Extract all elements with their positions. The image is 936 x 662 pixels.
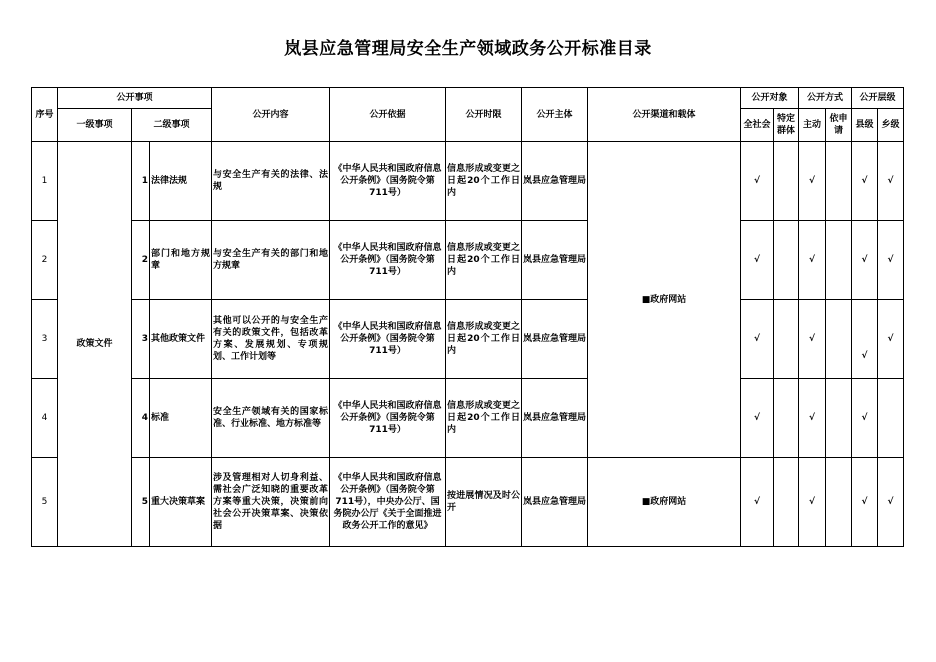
method-request-header: 依申请 bbox=[826, 109, 852, 142]
level-county-header: 县级 bbox=[852, 109, 878, 142]
level2-cell: 重大决策草案 bbox=[150, 458, 212, 547]
method-active-check: √ bbox=[799, 142, 826, 221]
level2-cell: 法律法规 bbox=[150, 142, 212, 221]
level-county-check: √ bbox=[852, 300, 878, 379]
target-all-header: 全社会 bbox=[741, 109, 774, 142]
content-cell: 其他可以公开的与安全生产有关的政策文件，包括改革方案、发展规划、专项规划、工作计划等 bbox=[212, 300, 330, 379]
standard-catalog-table bbox=[31, 87, 904, 547]
target-specific-check bbox=[774, 458, 799, 547]
basis-cell: 《中华人民共和国政府信息公开条例》（国务院令第711号） bbox=[330, 142, 446, 221]
row-num: 3 bbox=[132, 300, 150, 379]
page-title: 岚县应急管理局安全生产领域政务公开标准目录 bbox=[284, 39, 652, 59]
level-township-check bbox=[878, 379, 904, 458]
target-all-check: √ bbox=[741, 379, 774, 458]
method-request-check bbox=[826, 379, 852, 458]
row-num: 1 bbox=[132, 142, 150, 221]
basis-cell: 《中华人民共和国政府信息公开条例》（国务院令第711号），中央办公厅、国务院办公厅《关于全面推进政务公开工作的意见》 bbox=[330, 458, 446, 547]
table-row bbox=[32, 300, 904, 379]
header-row-1 bbox=[32, 88, 904, 109]
basis-cell: 《中华人民共和国政府信息公开条例》（国务院令第711号） bbox=[330, 379, 446, 458]
target-header: 公开对象 bbox=[741, 88, 799, 109]
time-limit-cell: 信息形成或变更之日起20个工作日内 bbox=[446, 221, 522, 300]
target-all-check: √ bbox=[741, 458, 774, 547]
content-cell: 安全生产领域有关的国家标准、行业标准、地方标准等 bbox=[212, 379, 330, 458]
seq-header: 序号 bbox=[32, 88, 58, 142]
method-active-check: √ bbox=[799, 221, 826, 300]
level-township-check: √ bbox=[878, 221, 904, 300]
subject-cell: 岚县应急管理局 bbox=[522, 458, 588, 547]
content-cell: 与安全生产有关的部门和地方规章 bbox=[212, 221, 330, 300]
target-specific-check bbox=[774, 221, 799, 300]
method-active-check: √ bbox=[799, 379, 826, 458]
method-header: 公开方式 bbox=[799, 88, 852, 109]
target-specific-check bbox=[774, 300, 799, 379]
target-specific-check bbox=[774, 142, 799, 221]
table-row bbox=[32, 142, 904, 221]
subject-header: 公开主体 bbox=[522, 88, 588, 142]
level-county-check: √ bbox=[852, 379, 878, 458]
row-num: 2 bbox=[132, 221, 150, 300]
level1-header: 一级事项 bbox=[58, 109, 132, 142]
level-header: 公开层级 bbox=[852, 88, 904, 109]
level-township-header: 乡级 bbox=[878, 109, 904, 142]
table-row bbox=[32, 458, 904, 547]
level-township-check: √ bbox=[878, 300, 904, 379]
target-all-check: √ bbox=[741, 221, 774, 300]
level2-cell: 部门和地方规章 bbox=[150, 221, 212, 300]
level-county-check: √ bbox=[852, 142, 878, 221]
row-seq: 1 bbox=[32, 142, 58, 221]
target-specific-header: 特定群体 bbox=[774, 109, 799, 142]
channel-cell: ■政府网站 bbox=[588, 142, 741, 458]
subject-cell: 岚县应急管理局 bbox=[522, 221, 588, 300]
row-seq: 5 bbox=[32, 458, 58, 547]
table-row bbox=[32, 379, 904, 458]
channel-header: 公开渠道和载体 bbox=[588, 88, 741, 142]
time-limit-cell: 信息形成或变更之日起20个工作日内 bbox=[446, 300, 522, 379]
method-active-check: √ bbox=[799, 458, 826, 547]
subject-cell: 岚县应急管理局 bbox=[522, 142, 588, 221]
basis-cell: 《中华人民共和国政府信息公开条例》（国务院令第711号） bbox=[330, 300, 446, 379]
row-num: 4 bbox=[132, 379, 150, 458]
content-cell: 涉及管理相对人切身利益、需社会广泛知晓的重要改革方案等重大决策，决策前向社会公开决策草案、决策依据 bbox=[212, 458, 330, 547]
level1-cell: 政策文件 bbox=[58, 142, 132, 547]
subject-cell: 岚县应急管理局 bbox=[522, 379, 588, 458]
row-seq: 3 bbox=[32, 300, 58, 379]
method-request-check bbox=[826, 221, 852, 300]
method-request-check bbox=[826, 142, 852, 221]
content-header: 公开内容 bbox=[212, 88, 330, 142]
subject-cell: 岚县应急管理局 bbox=[522, 300, 588, 379]
row-seq: 4 bbox=[32, 379, 58, 458]
content-cell: 与安全生产有关的法律、法规 bbox=[212, 142, 330, 221]
time-limit-cell: 信息形成或变更之日起20个工作日内 bbox=[446, 142, 522, 221]
level2-header: 二级事项 bbox=[132, 109, 212, 142]
level2-cell: 标准 bbox=[150, 379, 212, 458]
target-all-check: √ bbox=[741, 300, 774, 379]
basis-cell: 《中华人民共和国政府信息公开条例》（国务院令第711号） bbox=[330, 221, 446, 300]
level-township-check: √ bbox=[878, 458, 904, 547]
method-active-check: √ bbox=[799, 300, 826, 379]
level-county-check: √ bbox=[852, 458, 878, 547]
target-specific-check bbox=[774, 379, 799, 458]
matter-header: 公开事项 bbox=[58, 88, 212, 109]
channel-cell: ■政府网站 bbox=[588, 458, 741, 547]
method-request-check bbox=[826, 458, 852, 547]
basis-header: 公开依据 bbox=[330, 88, 446, 142]
time-limit-header: 公开时限 bbox=[446, 88, 522, 142]
table-row bbox=[32, 221, 904, 300]
method-request-check bbox=[826, 300, 852, 379]
level-county-check: √ bbox=[852, 221, 878, 300]
target-all-check: √ bbox=[741, 142, 774, 221]
row-seq: 2 bbox=[32, 221, 58, 300]
method-active-header: 主动 bbox=[799, 109, 826, 142]
time-limit-cell: 按进展情况及时公开 bbox=[446, 458, 522, 547]
row-num: 5 bbox=[132, 458, 150, 547]
level-township-check: √ bbox=[878, 142, 904, 221]
time-limit-cell: 信息形成或变更之日起20个工作日内 bbox=[446, 379, 522, 458]
level2-cell: 其他政策文件 bbox=[150, 300, 212, 379]
